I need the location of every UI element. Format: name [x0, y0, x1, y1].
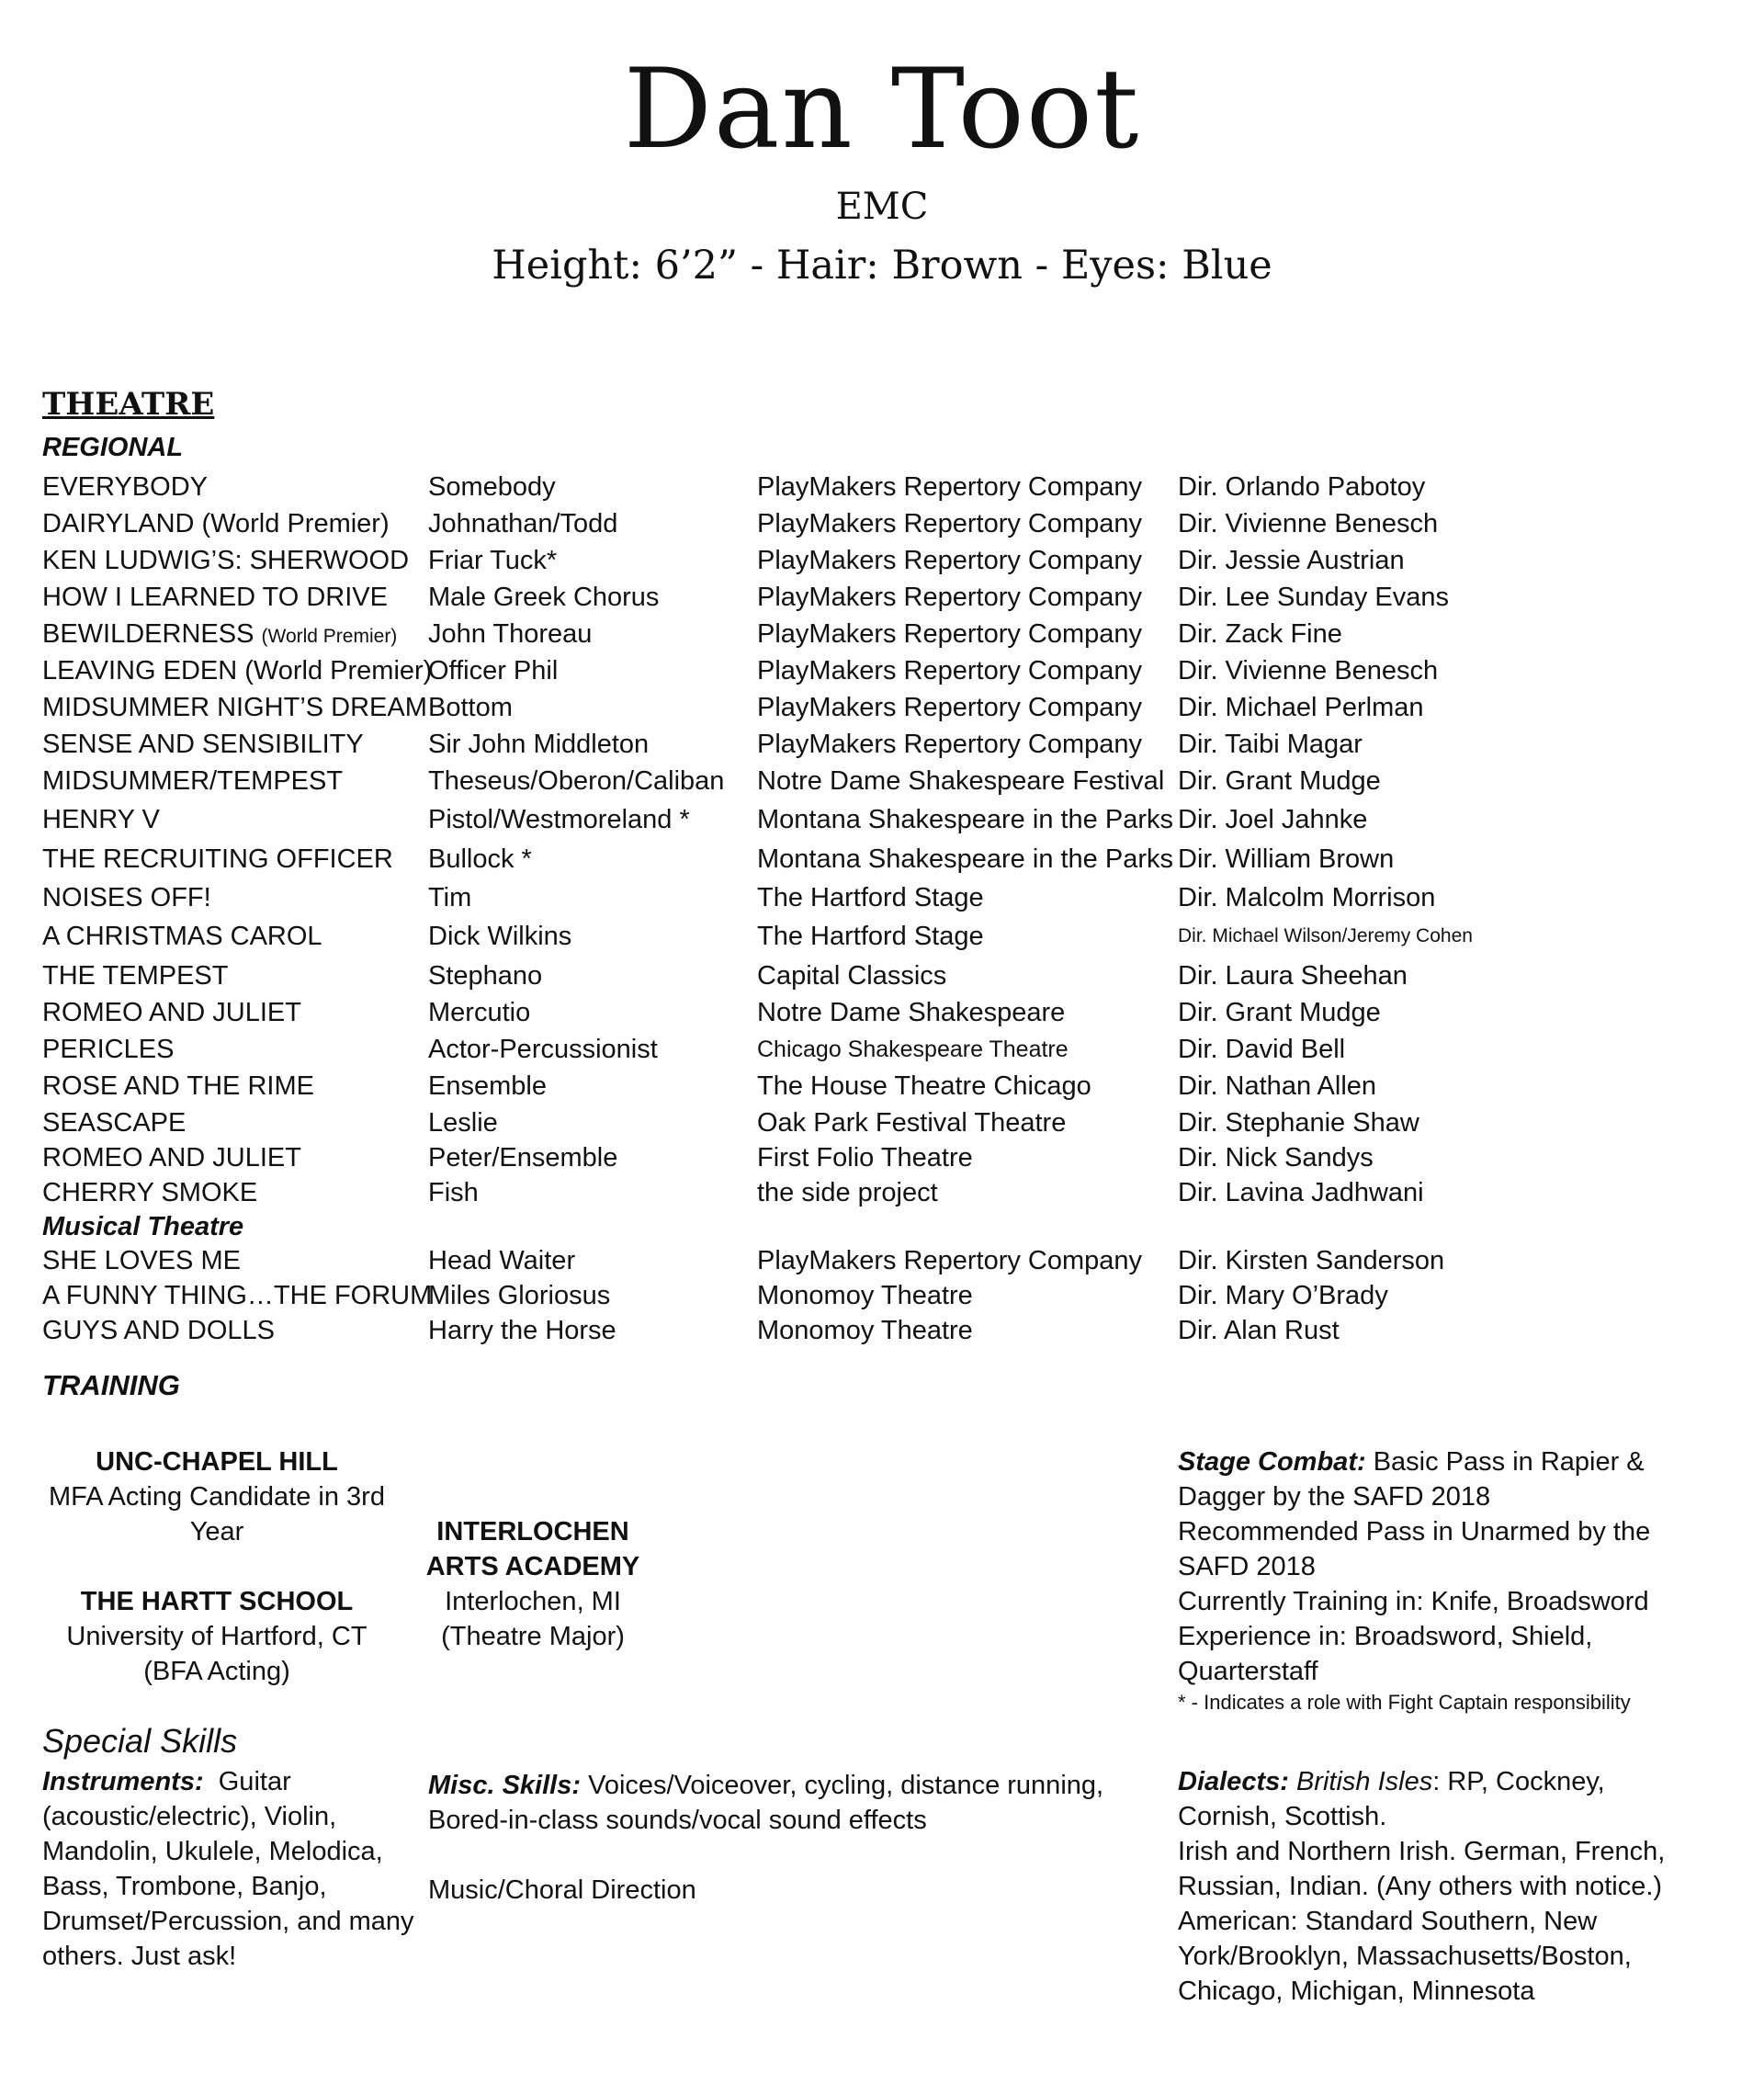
credit-row: [0, 841, 1764, 878]
education-unc: [42, 1444, 391, 1549]
credit-director: Dir. Taibi Magar: [1178, 730, 1363, 759]
credit-role: Fish: [428, 1178, 479, 1207]
credit-show: KEN LUDWIG’S: SHERWOOD: [42, 546, 410, 575]
credit-role: Sir John Middleton: [428, 730, 650, 759]
credit-role: Leslie: [428, 1108, 498, 1138]
regional-label: REGIONAL: [42, 433, 184, 462]
credit-company: PlayMakers Repertory Company: [757, 1246, 1143, 1275]
credit-role: Miles Gloriosus: [428, 1281, 611, 1310]
union-status: EMC: [835, 186, 929, 228]
credit-row: [0, 1104, 1764, 1141]
credit-role: Tim: [428, 883, 472, 912]
credit-company: First Folio Theatre: [757, 1143, 973, 1172]
physical-stats: Height: 6’2” - Hair: Brown - Eyes: Blue: [492, 243, 1272, 289]
credit-show: GUYS AND DOLLS: [42, 1316, 276, 1345]
stage-combat: Stage Combat: Basic Pass in Rapier & Dagger by the SAFD 2018 Recommended Pass in Unarmed by the SAFD 2018 Currently Training in: Knife, Broadsword Experience in: Broadsword, Shield, Quarterstaff * - Indicates a role with Fight Captain responsibility: [1178, 1444, 1729, 1716]
credit-show: MIDSUMMER/TEMPEST: [42, 766, 344, 796]
credit-role: Bullock *: [428, 844, 532, 874]
credit-company: Notre Dame Shakespeare: [757, 998, 1066, 1027]
credit-show: NOISES OFF!: [42, 883, 211, 912]
credit-show: SHE LOVES ME: [42, 1246, 241, 1275]
degree-line: MFA Acting Candidate in 3rd: [49, 1482, 385, 1512]
credit-row: [0, 1068, 1764, 1104]
credit-role: Ensemble: [428, 1071, 547, 1101]
credit-row: [0, 1174, 1764, 1211]
credit-company: PlayMakers Repertory Company: [757, 693, 1143, 722]
degree-line: University of Hartford, CT: [66, 1622, 368, 1651]
credit-role: Harry the Horse: [428, 1316, 616, 1345]
instruments: Instruments: Guitar (acoustic/electric), Violin, Mandolin, Ukulele, Melodica, Bass, Trombone, Banjo, Drumset/Percussion, and many others. Just ask!: [42, 1767, 414, 1971]
credit-row: [0, 763, 1764, 799]
instruments-label: Instruments:: [42, 1767, 204, 1796]
credit-company: PlayMakers Repertory Company: [757, 546, 1143, 575]
credit-row: [0, 994, 1764, 1031]
credit-company: Notre Dame Shakespeare Festival: [757, 766, 1165, 796]
credit-company: PlayMakers Repertory Company: [757, 619, 1143, 649]
school-name: UNC-CHAPEL HILL: [96, 1447, 338, 1477]
credit-director: Dir. Lavina Jadhwani: [1178, 1178, 1424, 1207]
credit-show: THE RECRUITING OFFICER: [42, 844, 393, 874]
credit-company: The Hartford Stage: [757, 922, 984, 951]
credit-show: DAIRYLAND (World Premier): [42, 509, 390, 538]
fight-captain-footnote: * - Indicates a role with Fight Captain responsibility: [1178, 1691, 1631, 1714]
credit-director: Dir. Vivienne Benesch: [1178, 509, 1439, 538]
credit-director: Dir. Michael Wilson/Jeremy Cohen: [1178, 925, 1473, 946]
credit-row: [0, 579, 1764, 616]
credit-company: PlayMakers Repertory Company: [757, 472, 1143, 502]
credit-company: Montana Shakespeare in the Parks: [757, 844, 1173, 874]
credit-row: [0, 689, 1764, 726]
school-name: ARTS ACADEMY: [425, 1552, 640, 1581]
credit-director: Dir. Zack Fine: [1178, 619, 1342, 649]
credit-role: Friar Tuck*: [428, 546, 558, 575]
degree-line: (Theatre Major): [441, 1622, 625, 1651]
degree-line: Year: [189, 1517, 244, 1546]
credit-show: SEASCAPE: [42, 1108, 187, 1138]
theatre-heading: THEATRE: [42, 386, 215, 423]
credit-show: LEAVING EDEN (World Premier): [42, 656, 433, 685]
special-skills-heading: Special Skills: [42, 1722, 238, 1760]
credit-director: Dir. William Brown: [1178, 844, 1395, 874]
credit-company: Oak Park Festival Theatre: [757, 1108, 1067, 1138]
credit-show: SENSE AND SENSIBILITY: [42, 730, 364, 759]
music-direction: Music/Choral Direction: [428, 1875, 696, 1905]
credit-director: Dir. Stephanie Shaw: [1178, 1108, 1419, 1138]
credit-row: [0, 726, 1764, 763]
degree-line: (BFA Acting): [143, 1657, 290, 1686]
credit-director: Dir. Nick Sandys: [1178, 1143, 1374, 1172]
credit-show: CHERRY SMOKE: [42, 1178, 258, 1207]
credit-role: Somebody: [428, 472, 556, 502]
credit-company: PlayMakers Repertory Company: [757, 509, 1143, 538]
credit-director: Dir. David Bell: [1178, 1035, 1346, 1064]
actor-name: Dan Toot: [623, 46, 1141, 174]
credit-show: HOW I LEARNED TO DRIVE: [42, 583, 388, 612]
credit-row: [0, 469, 1764, 505]
credit-row: [0, 1139, 1764, 1176]
credit-director: Dir. Jessie Austrian: [1178, 546, 1405, 575]
credit-show: A CHRISTMAS CAROL: [42, 922, 322, 951]
credit-company: PlayMakers Repertory Company: [757, 583, 1143, 612]
credit-role: Stephano: [428, 961, 543, 991]
credit-role: John Thoreau: [428, 619, 593, 649]
credit-director: Dir. Kirsten Sanderson: [1178, 1246, 1445, 1275]
credit-row: [0, 1277, 1764, 1314]
credit-show: PERICLES: [42, 1035, 175, 1064]
credit-show: HENRY V: [42, 805, 160, 834]
credit-director: Dir. Mary O’Brady: [1178, 1281, 1388, 1310]
credit-role: Actor-Percussionist: [428, 1035, 658, 1064]
credit-role: Dick Wilkins: [428, 922, 572, 951]
credit-company: the side project: [757, 1178, 938, 1207]
credit-director: Dir. Laura Sheehan: [1178, 961, 1408, 991]
musical-theatre-label: Musical Theatre: [42, 1212, 244, 1241]
credit-role: Bottom: [428, 693, 513, 722]
credit-company: Monomoy Theatre: [757, 1316, 973, 1345]
training-heading: TRAINING: [42, 1369, 180, 1401]
credit-role: Theseus/Oberon/Caliban: [428, 766, 725, 796]
credit-company: PlayMakers Repertory Company: [757, 730, 1143, 759]
school-name: INTERLOCHEN: [436, 1517, 629, 1546]
credit-show: ROMEO AND JULIET: [42, 1143, 301, 1172]
credit-company: PlayMakers Repertory Company: [757, 656, 1143, 685]
credit-role: Johnathan/Todd: [428, 509, 618, 538]
credit-row: [0, 1242, 1764, 1279]
credit-company: The Hartford Stage: [757, 883, 984, 912]
credit-role: Mercutio: [428, 998, 531, 1027]
credit-show: MIDSUMMER NIGHT’S DREAM: [42, 693, 427, 722]
dialects-label: Dialects:: [1178, 1767, 1289, 1796]
credit-director: Dir. Malcolm Morrison: [1178, 883, 1436, 912]
credit-director: Dir. Grant Mudge: [1178, 998, 1381, 1027]
credit-show: A FUNNY THING…THE FORUM: [42, 1281, 433, 1310]
credit-director: Dir. Vivienne Benesch: [1178, 656, 1439, 685]
credit-director: Dir. Grant Mudge: [1178, 766, 1381, 796]
misc-skills-label: Misc. Skills:: [428, 1771, 582, 1800]
credit-show: ROSE AND THE RIME: [42, 1071, 314, 1101]
credit-company: Chicago Shakespeare Theatre: [757, 1036, 1069, 1062]
dialects: Dialects: British Isles: RP, Cockney, Cornish, Scottish. Irish and Northern Irish. German, French, Russian, Indian. (Any others with notice.) American: Standard Southern, New York/Brooklyn, Massachusetts/Boston, Chicago, Michigan, Minnesota: [1178, 1767, 1666, 2006]
credit-row: [0, 505, 1764, 542]
credit-show: THE TEMPEST: [42, 961, 229, 991]
credit-director: Dir. Nathan Allen: [1178, 1071, 1377, 1101]
credit-role: Peter/Ensemble: [428, 1143, 618, 1172]
credit-row: [0, 957, 1764, 994]
credit-director: Dir. Lee Sunday Evans: [1178, 583, 1450, 612]
credit-role: Officer Phil: [428, 656, 559, 685]
credit-row: [0, 801, 1764, 838]
credit-row: [0, 1312, 1764, 1349]
credit-show: BEWILDERNESS (World Premier): [42, 619, 398, 649]
credit-row: [0, 918, 1764, 955]
credit-director: Dir. Orlando Pabotoy: [1178, 472, 1426, 502]
credit-role: Male Greek Chorus: [428, 583, 660, 612]
credit-director: Dir. Joel Jahnke: [1178, 805, 1368, 834]
credit-row: [0, 879, 1764, 916]
credit-company: Capital Classics: [757, 961, 947, 991]
credit-show-note: (World Premier): [261, 626, 398, 647]
education-interlochen: [424, 1514, 641, 1654]
credit-company: The House Theatre Chicago: [757, 1071, 1091, 1101]
credit-row: [0, 652, 1764, 689]
credit-role: Pistol/Westmoreland *: [428, 805, 690, 834]
credit-row: [0, 616, 1764, 652]
credit-role: Head Waiter: [428, 1246, 576, 1275]
credit-company: Montana Shakespeare in the Parks: [757, 805, 1173, 834]
education-hartt: [42, 1584, 391, 1689]
misc-skills: Misc. Skills: Voices/Voiceover, cycling, distance running, Bored-in-class sounds/vocal sound effects Music/Choral Direction: [428, 1768, 1126, 1908]
degree-line: Interlochen, MI: [445, 1587, 621, 1616]
credit-show: ROMEO AND JULIET: [42, 998, 301, 1027]
credit-director: Dir. Alan Rust: [1178, 1316, 1340, 1345]
credit-director: Dir. Michael Perlman: [1178, 693, 1424, 722]
stage-combat-label: Stage Combat:: [1178, 1447, 1366, 1477]
credit-row: [0, 1031, 1764, 1068]
credit-row: [0, 542, 1764, 579]
school-name: THE HARTT SCHOOL: [80, 1587, 354, 1616]
credit-show: EVERYBODY: [42, 472, 208, 502]
credit-company: Monomoy Theatre: [757, 1281, 973, 1310]
